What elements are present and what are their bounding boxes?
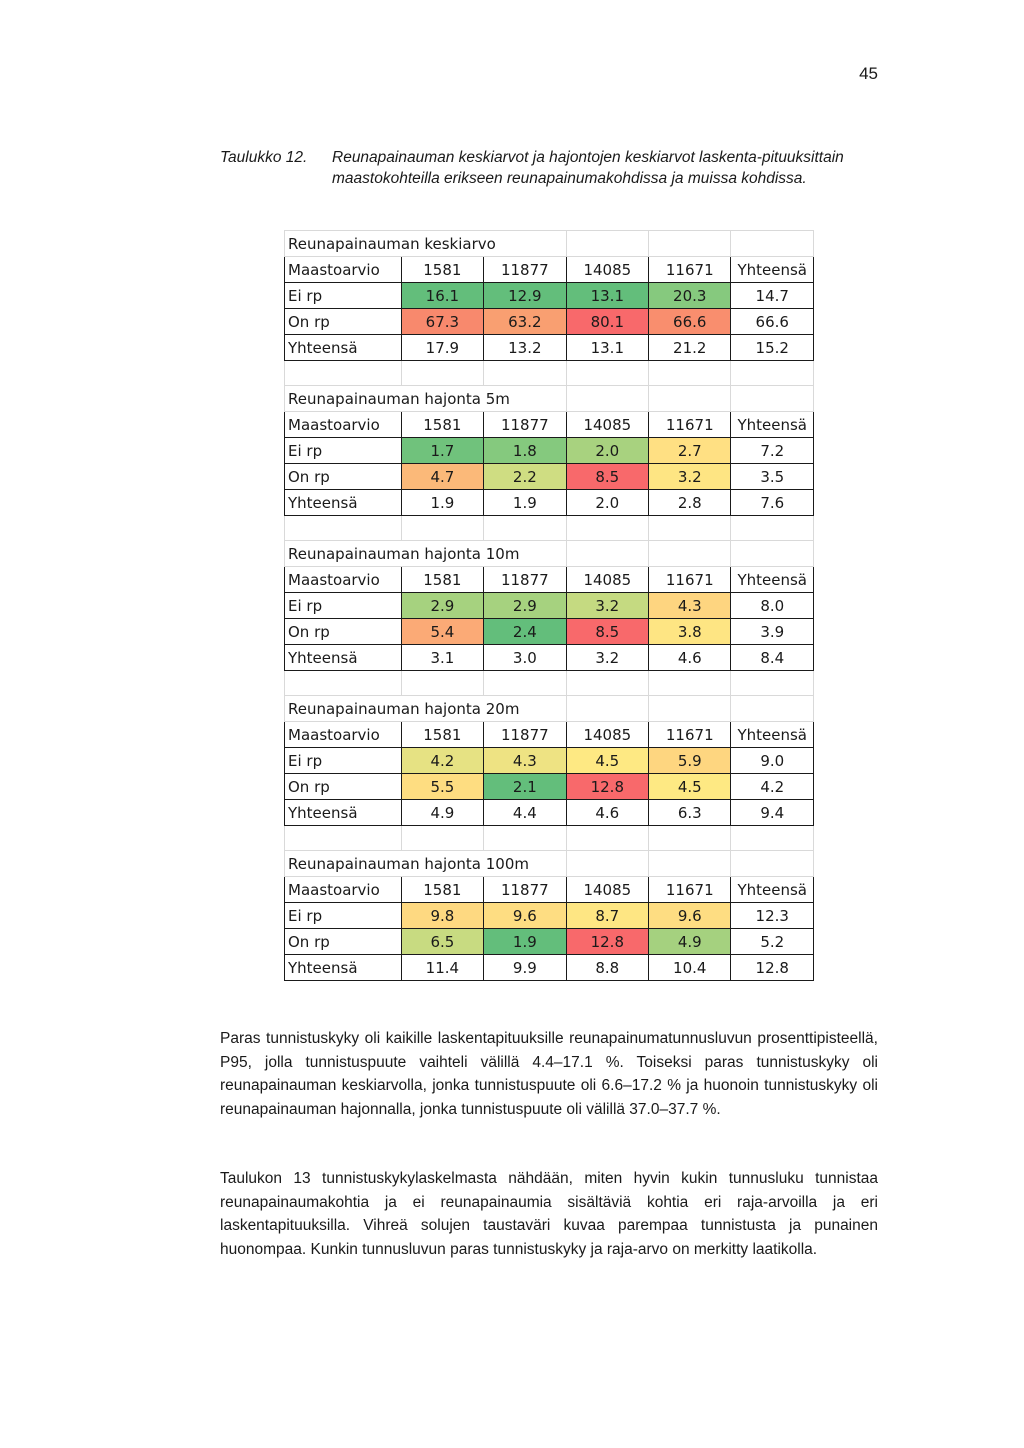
empty-cell [566, 516, 648, 541]
column-header: 11877 [484, 722, 566, 748]
table-cell: 2.9 [484, 593, 566, 619]
table-cell: 1.8 [484, 438, 566, 464]
empty-cell [401, 671, 483, 696]
paragraph-1: Paras tunnistuskyky oli kaikille laskentapituuksille reunapainumatunnusluvun prosenttipisteellä, P95, jolla tunnistuspuute vaihteli välillä 4.4–17.1 %. Toiseksi paras tunnistuskyky oli reunapainauman keskiarvolla, jonka tunnistuspuute oli 6.6–17.2 % ja huonoin tunnistuskyky oli reunapainauman hajonnalla, jonka tunnistuspuute oli välillä 37.0–37.7 %. [220, 1030, 878, 1118]
column-header: 1581 [401, 877, 483, 903]
table-cell: 1.9 [484, 929, 566, 955]
empty-cell [649, 671, 731, 696]
table-cell: 11.4 [401, 955, 483, 981]
table-cell: 8.7 [566, 903, 648, 929]
empty-cell [649, 231, 731, 257]
table-cell: 1.9 [401, 490, 483, 516]
table-cell: 2.4 [484, 619, 566, 645]
empty-cell [731, 826, 814, 851]
header-row [285, 257, 814, 283]
table-cell: 4.9 [401, 800, 483, 826]
column-header: Maastoarvio [285, 722, 402, 748]
empty-cell [566, 671, 648, 696]
empty-cell [566, 851, 648, 877]
table-cell: 21.2 [649, 335, 731, 361]
column-header: 14085 [566, 877, 648, 903]
table-cell: 10.4 [649, 955, 731, 981]
table-cell: 8.5 [566, 464, 648, 490]
row-label: On rp [285, 619, 402, 645]
table-row [285, 955, 814, 981]
table-row [285, 283, 814, 309]
table-cell: 5.2 [731, 929, 814, 955]
empty-cell [731, 516, 814, 541]
column-header: 11877 [484, 257, 566, 283]
column-header: 1581 [401, 722, 483, 748]
table-cell: 13.1 [566, 335, 648, 361]
table-cell: 4.5 [566, 748, 648, 774]
table-cell: 9.0 [731, 748, 814, 774]
empty-cell [566, 361, 648, 386]
column-header: Maastoarvio [285, 877, 402, 903]
empty-cell [285, 361, 402, 386]
data-table [284, 230, 814, 981]
empty-cell [649, 386, 731, 412]
row-label: Yhteensä [285, 335, 402, 361]
table-cell: 6.3 [649, 800, 731, 826]
paragraph-2: Taulukon 13 tunnistuskykylaskelmasta nähdään, miten hyvin kukin tunnusluku tunnistaa reunapainaumakohtia ja ei reunapainaumia sisältäviä kohtia eri raja-arvoilla ja eri laskentapituuksilla. Vihreä solujen taustaväri kuvaa parempaa tunnistusta ja punainen huonompaa. Kunkin tunnusluvun paras tunnistuskyky ja raja-arvo on merkitty laatikolla. [220, 1170, 878, 1258]
row-label: On rp [285, 309, 402, 335]
empty-cell [484, 361, 566, 386]
empty-cell [401, 361, 483, 386]
table-body [285, 231, 814, 981]
header-row [285, 412, 814, 438]
table-row [285, 748, 814, 774]
table-cell: 8.0 [731, 593, 814, 619]
table-cell: 7.2 [731, 438, 814, 464]
table-cell: 4.3 [484, 748, 566, 774]
table-cell: 8.4 [731, 645, 814, 671]
row-label: Yhteensä [285, 955, 402, 981]
column-header: 14085 [566, 722, 648, 748]
row-label: Yhteensä [285, 800, 402, 826]
row-label: Ei rp [285, 748, 402, 774]
table-row [285, 645, 814, 671]
column-header: Yhteensä [731, 412, 814, 438]
empty-cell [649, 541, 731, 567]
column-header: Yhteensä [731, 257, 814, 283]
table-title-row [285, 231, 814, 257]
column-header: 11877 [484, 567, 566, 593]
table-cell: 2.8 [649, 490, 731, 516]
table-cell: 1.9 [484, 490, 566, 516]
empty-cell [566, 826, 648, 851]
empty-cell [649, 516, 731, 541]
table-cell: 12.8 [731, 955, 814, 981]
column-header: 11671 [649, 412, 731, 438]
empty-cell [285, 826, 402, 851]
spacer-row [285, 516, 814, 541]
row-label: Yhteensä [285, 490, 402, 516]
table-caption [220, 147, 880, 189]
table-cell: 12.8 [566, 774, 648, 800]
table-title-row [285, 851, 814, 877]
table-cell: 13.1 [566, 283, 648, 309]
table-row [285, 800, 814, 826]
table-cell: 9.6 [649, 903, 731, 929]
table-row [285, 903, 814, 929]
column-header: 14085 [566, 257, 648, 283]
empty-cell [566, 696, 648, 722]
column-header: 1581 [401, 567, 483, 593]
row-label: Ei rp [285, 438, 402, 464]
column-header: 11671 [649, 257, 731, 283]
table-cell: 9.6 [484, 903, 566, 929]
column-header: 11671 [649, 567, 731, 593]
table-cell: 2.0 [566, 490, 648, 516]
table-cell: 4.2 [401, 748, 483, 774]
table-cell: 4.3 [649, 593, 731, 619]
table-row [285, 490, 814, 516]
empty-cell [401, 826, 483, 851]
table-title: Reunapainauman hajonta 10m [285, 541, 567, 567]
empty-cell [649, 361, 731, 386]
table-row [285, 335, 814, 361]
table-cell: 4.2 [731, 774, 814, 800]
column-header: 14085 [566, 567, 648, 593]
header-row [285, 722, 814, 748]
empty-cell [731, 361, 814, 386]
empty-cell [649, 826, 731, 851]
table-title: Reunapainauman hajonta 20m [285, 696, 567, 722]
table-row [285, 593, 814, 619]
table-cell: 3.2 [566, 593, 648, 619]
row-label: On rp [285, 774, 402, 800]
table-cell: 4.4 [484, 800, 566, 826]
table-cell: 4.9 [649, 929, 731, 955]
empty-cell [566, 386, 648, 412]
empty-cell [731, 541, 814, 567]
table-cell: 5.4 [401, 619, 483, 645]
table-cell: 2.2 [484, 464, 566, 490]
table-cell: 4.7 [401, 464, 483, 490]
column-header: 11671 [649, 877, 731, 903]
table-cell: 5.9 [649, 748, 731, 774]
empty-cell [731, 231, 814, 257]
table-title-row [285, 386, 814, 412]
table-cell: 66.6 [731, 309, 814, 335]
column-header: Maastoarvio [285, 412, 402, 438]
column-header: 11671 [649, 722, 731, 748]
table-cell: 9.9 [484, 955, 566, 981]
table-cell: 4.6 [649, 645, 731, 671]
table-cell: 6.5 [401, 929, 483, 955]
table-cell: 1.7 [401, 438, 483, 464]
column-header: Yhteensä [731, 567, 814, 593]
table-cell: 5.5 [401, 774, 483, 800]
table-cell: 12.8 [566, 929, 648, 955]
table-cell: 80.1 [566, 309, 648, 335]
table-cell: 15.2 [731, 335, 814, 361]
table-cell: 2.1 [484, 774, 566, 800]
empty-cell [285, 671, 402, 696]
column-header: Yhteensä [731, 722, 814, 748]
spacer-row [285, 361, 814, 386]
empty-cell [731, 671, 814, 696]
empty-cell [285, 516, 402, 541]
empty-cell [401, 516, 483, 541]
caption-text: Reunapainauman keskiarvot ja hajontojen keskiarvot laskenta-pituuksittain maastokohteilla erikseen reunapainumakohdissa ja muissa kohdissa. [332, 149, 844, 187]
empty-cell [484, 516, 566, 541]
empty-cell [731, 386, 814, 412]
empty-cell [484, 671, 566, 696]
table-row [285, 438, 814, 464]
empty-cell [566, 231, 648, 257]
table-cell: 4.5 [649, 774, 731, 800]
table-row [285, 464, 814, 490]
row-label: Ei rp [285, 283, 402, 309]
table-cell: 3.0 [484, 645, 566, 671]
column-header: Maastoarvio [285, 257, 402, 283]
table-title-row [285, 696, 814, 722]
table-cell: 8.8 [566, 955, 648, 981]
empty-cell [731, 851, 814, 877]
table-title: Reunapainauman keskiarvo [285, 231, 567, 257]
table-title: Reunapainauman hajonta 5m [285, 386, 567, 412]
empty-cell [731, 696, 814, 722]
table-cell: 3.9 [731, 619, 814, 645]
table-cell: 63.2 [484, 309, 566, 335]
table-cell: 7.6 [731, 490, 814, 516]
caption-label: Taulukko 12. [220, 149, 308, 166]
table-cell: 67.3 [401, 309, 483, 335]
table-cell: 9.8 [401, 903, 483, 929]
column-header: 1581 [401, 412, 483, 438]
table-title-row [285, 541, 814, 567]
header-row [285, 567, 814, 593]
table-cell: 3.2 [649, 464, 731, 490]
table-cell: 66.6 [649, 309, 731, 335]
spacer-row [285, 671, 814, 696]
table-cell: 14.7 [731, 283, 814, 309]
row-label: Ei rp [285, 903, 402, 929]
row-label: Yhteensä [285, 645, 402, 671]
spacer-row [285, 826, 814, 851]
tables-container [284, 230, 814, 981]
column-header: 14085 [566, 412, 648, 438]
table-cell: 9.4 [731, 800, 814, 826]
table-cell: 3.2 [566, 645, 648, 671]
table-cell: 3.1 [401, 645, 483, 671]
table-cell: 3.8 [649, 619, 731, 645]
table-cell: 2.7 [649, 438, 731, 464]
table-title: Reunapainauman hajonta 100m [285, 851, 567, 877]
table-cell: 20.3 [649, 283, 731, 309]
page-number: 45 [859, 64, 878, 83]
table-row [285, 929, 814, 955]
empty-cell [649, 851, 731, 877]
table-cell: 16.1 [401, 283, 483, 309]
table-cell: 17.9 [401, 335, 483, 361]
table-row [285, 774, 814, 800]
row-label: On rp [285, 464, 402, 490]
row-label: Ei rp [285, 593, 402, 619]
column-header: Maastoarvio [285, 567, 402, 593]
table-cell: 2.0 [566, 438, 648, 464]
row-label: On rp [285, 929, 402, 955]
column-header: 1581 [401, 257, 483, 283]
table-cell: 12.9 [484, 283, 566, 309]
table-row [285, 619, 814, 645]
header-row [285, 877, 814, 903]
empty-cell [649, 696, 731, 722]
table-cell: 4.6 [566, 800, 648, 826]
table-row [285, 309, 814, 335]
empty-cell [566, 541, 648, 567]
column-header: Yhteensä [731, 877, 814, 903]
table-cell: 13.2 [484, 335, 566, 361]
column-header: 11877 [484, 877, 566, 903]
table-cell: 8.5 [566, 619, 648, 645]
table-cell: 3.5 [731, 464, 814, 490]
empty-cell [484, 826, 566, 851]
column-header: 11877 [484, 412, 566, 438]
table-cell: 12.3 [731, 903, 814, 929]
table-cell: 2.9 [401, 593, 483, 619]
